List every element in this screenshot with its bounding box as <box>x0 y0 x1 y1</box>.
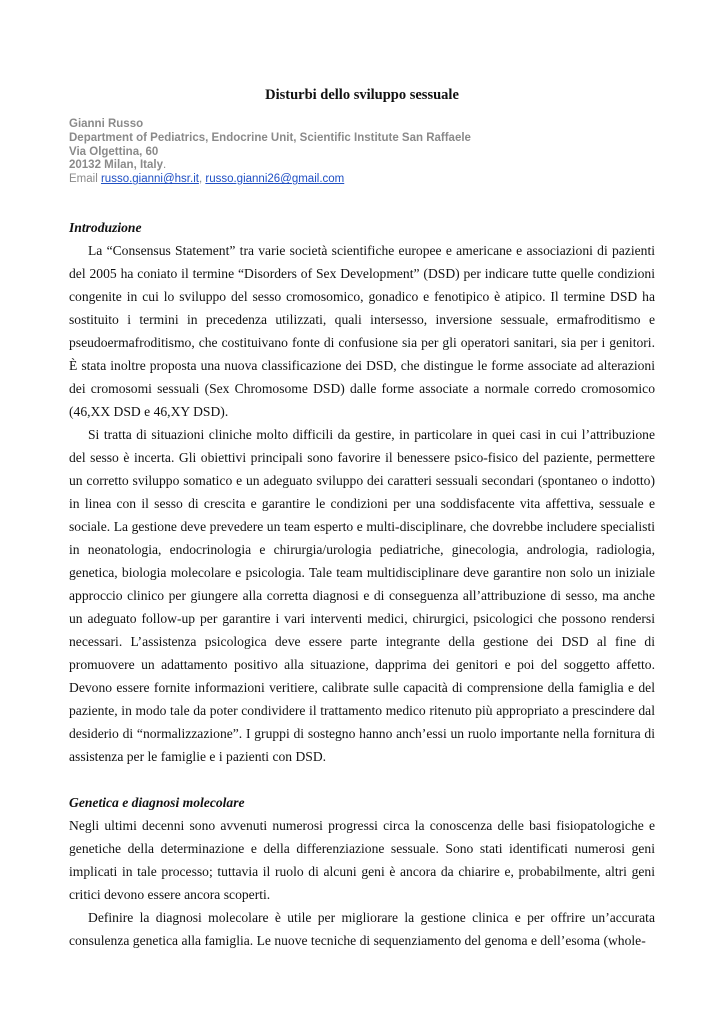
paragraph: Si tratta di situazioni cliniche molto difficili da gestire, in particolare in quei casi in cui l’attribuzione del sesso è incerta. Gli obiettivi principali sono favorire il benessere psico-fisico del paziente, permettere un corretto sviluppo somatico e un adeguato sviluppo dei caratteri sessuali secondari (spontaneo o indotto) in linea con il sesso di crescita e garantire le condizioni per una soddisfacente vita affettiva, sessuale e sociale. La gestione deve prevedere un team esperto e multi-disciplinare, che dovrebbe includere specialisti in neonatologia, endocrinologia e chirurgia/urologia pediatriche, ginecologia, andrologia, radiologia, genetica, biologia molecolare e psicologia. Tale team multidisciplinare deve garantire non solo un iniziale approccio clinico per giungere alla corretta diagnosi e di conseguenza all’attribuzione di sesso, ma anche un adeguato follow-up per garantire i vari interventi medici, chirurgici, psicologici che possono rendersi necessari. L’assistenza psicologica deve essere parte integrante della gestione dei DSD al fine di promuovere un adattamento positivo alla situazione, dapprima dei genitori e poi del soggetto affetto. Devono essere fornite informazioni veritiere, calibrate sulle capacità di comprensione della famiglia e del paziente, in modo tale da poter condividere il trattamento medico ritenuto più appropriato a prescindere dal desiderio di “normalizzazione”. I gruppi di sostegno hanno anch’essi un ruolo importante nella fornitura di assistenza per le famiglie e i pazienti con DSD. <box>69 427 655 764</box>
author-city: 20132 Milan, Italy <box>69 159 163 172</box>
author-name: Gianni Russo <box>69 118 144 130</box>
section-heading-introduzione: Introduzione <box>69 220 142 235</box>
email-separator: , <box>198 173 203 186</box>
section-spacer <box>69 768 655 791</box>
paragraph: Definire la diagnosi molecolare è utile per migliorare la gestione clinica e per offrire un’accurata consulenza genetica alla famiglia. Le nuove tecniche di sequenziamento del genoma e dell’esoma (whole- <box>69 910 655 948</box>
email-link-2[interactable]: russo.gianni26@gmail.com <box>205 173 345 186</box>
author-city-suffix: . <box>162 159 167 172</box>
document-body <box>69 216 655 952</box>
author-city-line <box>69 159 655 173</box>
paragraph: La “Consensus Statement” tra varie società scientifiche europee e americane e associazioni di pazienti del 2005 ha coniato il termine “Disorders of Sex Development” (DSD) per indicare tutte quelle condizioni congenite in cui lo sviluppo del sesso cromosomico, gonadico e fenotipico è atipico. Il termine DSD ha sostituito i termini in precedenza utilizzati, quali intersesso, inversione sessuale, ermafroditismo e pseudoermafroditismo, che costituivano fonte di confusione sia per gli operatori sanitari, sia per i genitori. È stata inoltre proposta una nuova classificazione dei DSD, che distingue le forme associate ad alterazioni dei cromosomi sessuali (Sex Chromosome DSD) dalle forme associate a normale corredo cromosomico (46,XX DSD e 46,XY DSD). <box>69 243 655 419</box>
email-link-1[interactable]: russo.gianni@hsr.it <box>100 173 199 186</box>
author-block <box>69 118 655 187</box>
author-email-line <box>69 173 655 187</box>
document-title: Disturbi dello sviluppo sessuale <box>265 87 459 103</box>
author-department: Department of Pediatrics, Endocrine Unit, Scientific Institute San Raffaele <box>69 131 471 144</box>
section-heading-genetica: Genetica e diagnosi molecolare <box>69 795 245 810</box>
email-label: Email <box>69 173 98 186</box>
author-street: Via Olgettina, 60 <box>69 145 159 158</box>
paragraph: Negli ultimi decenni sono avvenuti numerosi progressi circa la conoscenza delle basi fisiopatologiche e genetiche della determinazione e della differenziazione sessuale. Sono stati identificati numerosi geni implicati in tale processo; tuttavia il ruolo di alcuni geni è ancora da chiarire e, probabilmente, altri geni critici devono essere ancora scoperti. <box>69 818 655 902</box>
